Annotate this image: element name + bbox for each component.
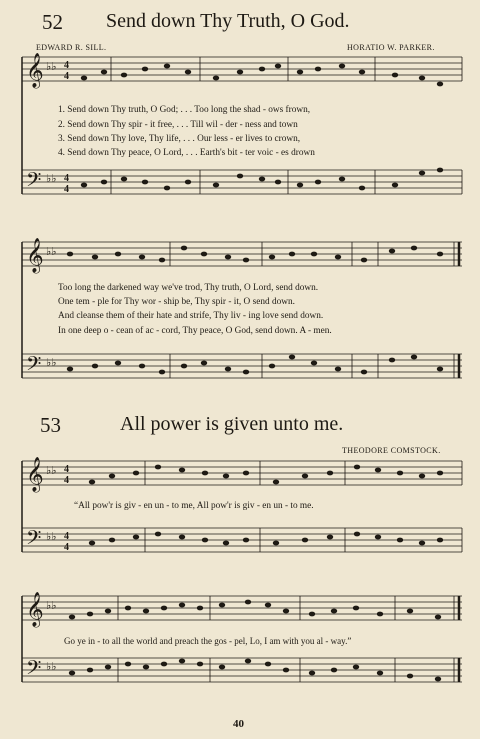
svg-text:4: 4: [64, 542, 69, 553]
svg-text:𝄢: 𝄢: [26, 526, 42, 554]
svg-text:4: 4: [64, 173, 69, 184]
svg-text:𝄢: 𝄢: [26, 656, 42, 684]
hymn-52-verse-3-part-2: And cleanse them of their hate and strife, Thy liv - ing love send down.: [58, 311, 324, 321]
hymn-53-lyric-line-2: Go ye in - to all the world and preach the gos - pel, Lo, I am with you al - way.”: [64, 636, 352, 646]
svg-text:♭♭: ♭♭: [46, 660, 57, 673]
hymn-52-verse-4-part-2: In one deep o - cean of ac - cord, Thy peace, O God, send down. A - men.: [58, 326, 332, 336]
hymn-53-composer: THEODORE COMSTOCK.: [342, 446, 441, 455]
hymn-52-author: EDWARD R. SILL.: [36, 43, 107, 52]
svg-text:𝄞: 𝄞: [26, 457, 44, 492]
svg-text:♭♭: ♭♭: [46, 599, 57, 612]
hymn-52-verse-1-part-1: 1. Send down Thy truth, O God; . . . Too long the shad - ows frown,: [58, 105, 311, 115]
hymn-52-verse-1-part-2: Too long the darkened way we've trod, Thy truth, O Lord, send down.: [58, 283, 319, 293]
hymn-52-composer: HORATIO W. PARKER.: [347, 43, 435, 52]
hymn-53-lyric-line-1: “All pow'r is giv - en un - to me, All pow'r is giv - en un - to me.: [74, 501, 314, 511]
svg-text:4: 4: [64, 464, 69, 475]
svg-text:♭♭: ♭♭: [46, 464, 57, 477]
svg-text:4: 4: [64, 531, 69, 542]
svg-text:𝄢: 𝄢: [26, 168, 42, 196]
svg-text:♭♭: ♭♭: [46, 60, 57, 73]
hymn-53-title: All power is given unto me.: [120, 413, 344, 435]
svg-text:♭♭: ♭♭: [46, 245, 57, 258]
svg-text:𝄞: 𝄞: [26, 53, 44, 88]
hymn-52-title: Send down Thy Truth, O God.: [106, 10, 350, 32]
svg-text:♭♭: ♭♭: [46, 356, 57, 369]
svg-text:♭♭: ♭♭: [46, 172, 57, 185]
hymn-52-verse-2-part-1: 2. Send down Thy spir - it free, . . . Till wil - der - ness and town: [58, 120, 298, 130]
svg-text:𝄞: 𝄞: [26, 592, 44, 627]
svg-text:𝄞: 𝄞: [26, 238, 44, 273]
hymn-52-verse-4-part-1: 4. Send down Thy peace, O Lord, . . . Earth's bit - ter voic - es drown: [58, 148, 315, 158]
hymn-52-number: 52: [42, 10, 63, 34]
page-number: 40: [233, 718, 244, 730]
hymn-52-verse-3-part-1: 3. Send down Thy love, Thy life, . . . Our less - er lives to crown,: [58, 134, 301, 144]
svg-text:𝄢: 𝄢: [26, 352, 42, 380]
svg-text:4: 4: [64, 60, 69, 71]
hymn-53-number: 53: [40, 413, 61, 437]
svg-text:4: 4: [64, 475, 69, 486]
svg-text:4: 4: [64, 184, 69, 195]
hymn-52-verse-2-part-2: One tem - ple for Thy wor - ship be, Thy spir - it, O send down.: [58, 297, 295, 307]
svg-text:♭♭: ♭♭: [46, 530, 57, 543]
svg-text:4: 4: [64, 71, 69, 82]
